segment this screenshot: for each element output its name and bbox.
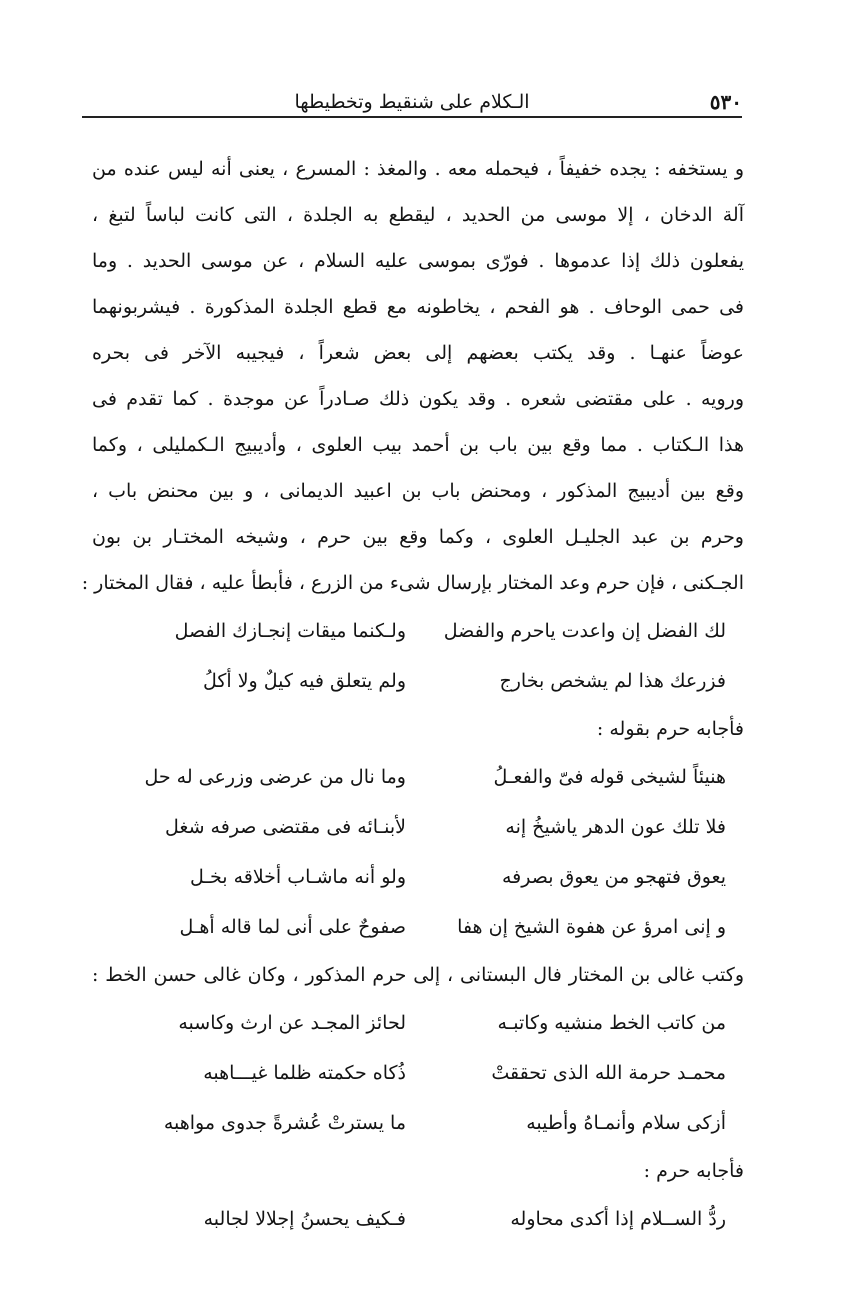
text-line: وقع بين أديبيج المذكور ، ومحنض باب بن اعبيد الديمانى ، و بين محنض باب ، [92, 480, 744, 502]
text-line: وحرم بن عبد الجليـل العلوى ، وكما وقع بين حرم ، وشيخه المختـار بن بون [92, 526, 744, 548]
prose-block [92, 952, 744, 998]
verse-line [92, 1048, 744, 1098]
text-line: الجـكنى ، فإن حرم وعد المختار بإرسال شىء من الزرع ، فأبطأ عليه ، فقال المختار : [81, 572, 744, 594]
verse-second-hemistich: ولم يتعلق فيه كيلٌ ولا أكلُ [202, 670, 406, 692]
text-line: فى حمى الوحاف . هو الفحم ، يخاطونه مع قطع الجلدة المذكورة . فيشربونهما [92, 296, 744, 318]
verse-line [92, 852, 744, 902]
verse-second-hemistich: صفوحٌ على أنى لما قاله أهـل [179, 916, 406, 938]
verse-line [92, 998, 744, 1048]
page-header [82, 78, 742, 114]
verse-first-hemistich: فزرعك هذا لم يشخص بخارج [499, 670, 726, 692]
text-line: عوضاً عنهـا . وقد يكتب بعضهم إلى بعض شعراً ، فيجيبه الآخر فى بحره [92, 342, 744, 364]
verse-second-hemistich: ولو أنه ماشـاب أخلاقه بخـل [190, 866, 406, 888]
verse-first-hemistich: يعوق فتهجو من يعوق بصرفه [502, 866, 726, 888]
verse-first-hemistich: ردُّ الســلام إذا أكدى محاوله [510, 1208, 726, 1230]
verse-second-hemistich: وما نال من عرضى وزرعى له حل [144, 766, 406, 788]
verse-first-hemistich: فلا تلك عون الدهر ياشيخُ إنه [505, 816, 726, 838]
text-line: ورويه . على مقتضى شعره . وقد يكون ذلك صـادراً عن موجدة . كما تقدم فى [92, 388, 744, 410]
verse-line [92, 656, 744, 706]
verse-first-hemistich: أزكى سلام وأنمـاهُ وأطيبه [526, 1112, 726, 1134]
verse-line [92, 802, 744, 852]
verse-line [92, 1194, 744, 1244]
page-number: ٥٣٠ [709, 90, 742, 114]
verse-first-hemistich: هنيئاً لشيخى قوله فىّ والفعـلُ [493, 766, 726, 788]
text-line: يفعلون ذلك إذا عدموها . فورّى بموسى عليه السلام ، عن موسى الحديد . وما [92, 250, 744, 272]
text-line: آلة الدخان ، إلا موسى من الحديد ، ليقطع به الجلدة ، التى كانت لباساً لتبغ ، [92, 204, 744, 226]
prose-block [81, 146, 744, 606]
verse-line [92, 1098, 744, 1148]
text-line: و يستخفه : يجده خفيفاً ، فيحمله معه . والمغذ : المسرع ، يعنى أنه ليس عنده من [92, 158, 744, 180]
text-line: وكتب غالى بن المختار فال البستانى ، إلى حرم المذكور ، وكان غالى حسن الخط : [92, 964, 744, 986]
verse-intro: فأجابه حرم بقوله : [596, 718, 744, 740]
poem-block [92, 606, 744, 706]
verse-second-hemistich: ما يسترتْ عُشرةً جدوى مواهبه [163, 1112, 406, 1134]
poem-block [92, 752, 744, 952]
poem-block [92, 1194, 744, 1244]
verse-line [92, 606, 744, 656]
header-rule [82, 116, 742, 118]
verse-second-hemistich: فـكيف يحسنُ إجلالا لجالبه [203, 1208, 406, 1230]
verse-line [92, 902, 744, 952]
page-body [81, 146, 744, 1244]
verse-first-hemistich: و إنى امرؤ عن هفوة الشيخ إن هفا [457, 916, 726, 938]
verse-first-hemistich: محمـد حرمة الله الذى تحققتْ [491, 1062, 726, 1084]
verse-second-hemistich: لحائز المجـد عن ارث وكاسبه [178, 1012, 406, 1034]
verse-first-hemistich: لك الفضل إن واعدت ياحرم والفضل [443, 620, 726, 642]
text-line: هذا الـكتاب . مما وقع بين باب بن أحمد بيب العلوى ، وأديبيج الـكمليلى ، وكما [92, 434, 744, 456]
verse-line [92, 752, 744, 802]
verse-second-hemistich: ولـكنما ميقات إنجـازك الفصل [174, 620, 406, 642]
verse-first-hemistich: من كاتب الخط منشيه وكاتبـه [497, 1012, 726, 1034]
verse-second-hemistich: لأبنـائه فى مقتضى صرفه شغل [165, 816, 406, 838]
running-title: الـكلام على شنقيط وتخطيطها [294, 91, 530, 113]
poem-block [92, 998, 744, 1148]
verse-intro: فأجابه حرم : [643, 1160, 744, 1182]
verse-second-hemistich: ذُكاه حكمته ظلما غيـــاهبه [203, 1062, 406, 1084]
